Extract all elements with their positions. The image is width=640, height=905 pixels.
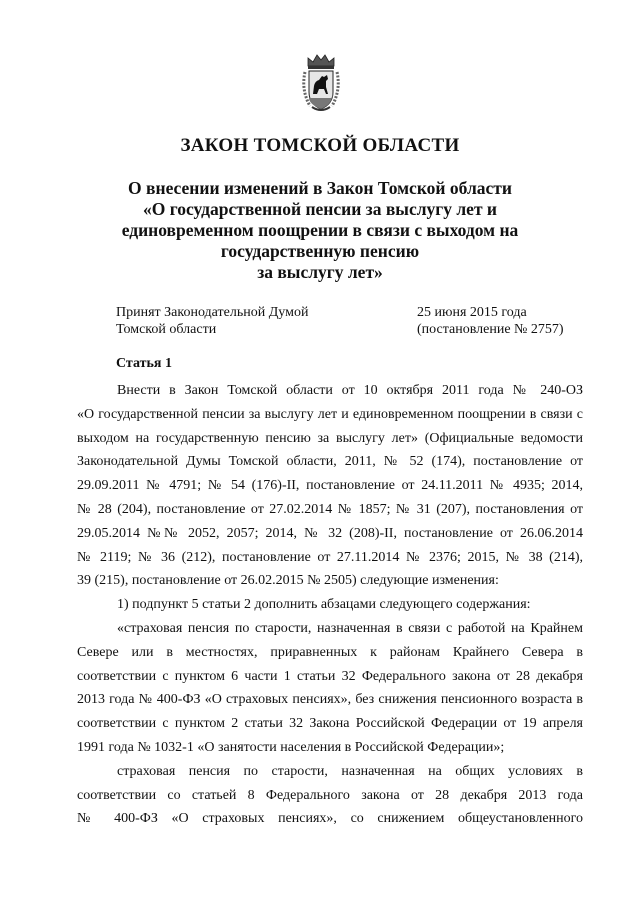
text-line: 2013 года № 400-ФЗ «О страховых пенсиях», без снижения пенсионного возраста в [77,692,583,708]
text-line: 29.09.2011 № 4791; № 54 (176)-II, постановление от 24.11.2011 № 4935; 2014, [77,478,583,494]
text-line: соответствии со статьей 8 Федерального закона от 28 декабря 2013 года [77,787,583,803]
text-line: соответствии с пунктом 6 части 1 статьи 32 Федерального закона от 28 декабря [77,668,583,684]
text-line: Законодательной Думы Томской области, 2011, № 52 (174), постановление от [77,454,583,470]
text-line: Севере или в местностях, приравненных к районам Крайнего Севера в [77,644,583,660]
adopted-by [116,304,308,338]
document-heading [90,178,550,283]
heading-line: единовременном поощрении в связи с выходом на [121,220,519,240]
heading-line: О внесении изменений в Закон Томской области [128,178,512,198]
text-line: № 400-ФЗ «О страховых пенсиях», со снижением общеустановленного [77,811,583,827]
coat-of-arms-icon [300,52,342,114]
text-line: № 2119; № 36 (212), постановление от 27.11.2014 № 2376; 2015, № 38 (214), [77,549,583,565]
article-body [77,379,583,831]
text-line: 29.05.2014 №№ 2052, 2057; 2014, № 32 (208)-II, постановление от 26.06.2014 [77,525,583,541]
text-line: «страховая пенсия по старости, назначенная в связи с работой на Крайнем [117,620,583,636]
law-title: ЗАКОН ТОМСКОЙ ОБЛАСТИ [180,135,460,156]
article-title: Статья 1 [116,356,172,371]
adoption-date [417,304,564,338]
heading-line: «О государственной пенсии за выслугу лет и [142,199,498,219]
heading-line: за выслугу лет» [257,262,383,282]
heading-line: государственную пенсию [220,241,420,261]
text-line: «О государственной пенсии за выслугу лет и единовременном поощрении в связи с [77,406,583,422]
text-line: выходом на государственную пенсию за выслугу лет» (Официальные ведомости [77,430,583,446]
text-line: № 28 (204), постановление от 27.02.2014 № 1857; № 31 (207), постановления от [77,501,583,517]
text-line: соответствии с пунктом 2 статьи 32 Закона Российской Федерации от 19 апреля [77,716,583,732]
adopted-by-line: Томской области [116,322,217,337]
text-line: страховая пенсия по старости, назначенная на общих условиях в [117,763,583,779]
adopted-by-line: Принят Законодательной Думой [116,305,309,320]
text-line: 1991 года № 1032-1 «О занятости населения в Российской Федерации»; [77,739,505,755]
resolution-number: (постановление № 2757) [417,322,564,337]
text-line: Внести в Закон Томской области от 10 октября 2011 года № 240-ОЗ [117,383,583,398]
text-line: 39 (215), постановление от 26.02.2015 № 2505) следующие изменения: [77,573,499,589]
text-line: 1) подпункт 5 статьи 2 дополнить абзацами следующего содержания: [117,597,531,613]
adoption-date-line: 25 июня 2015 года [417,305,527,320]
